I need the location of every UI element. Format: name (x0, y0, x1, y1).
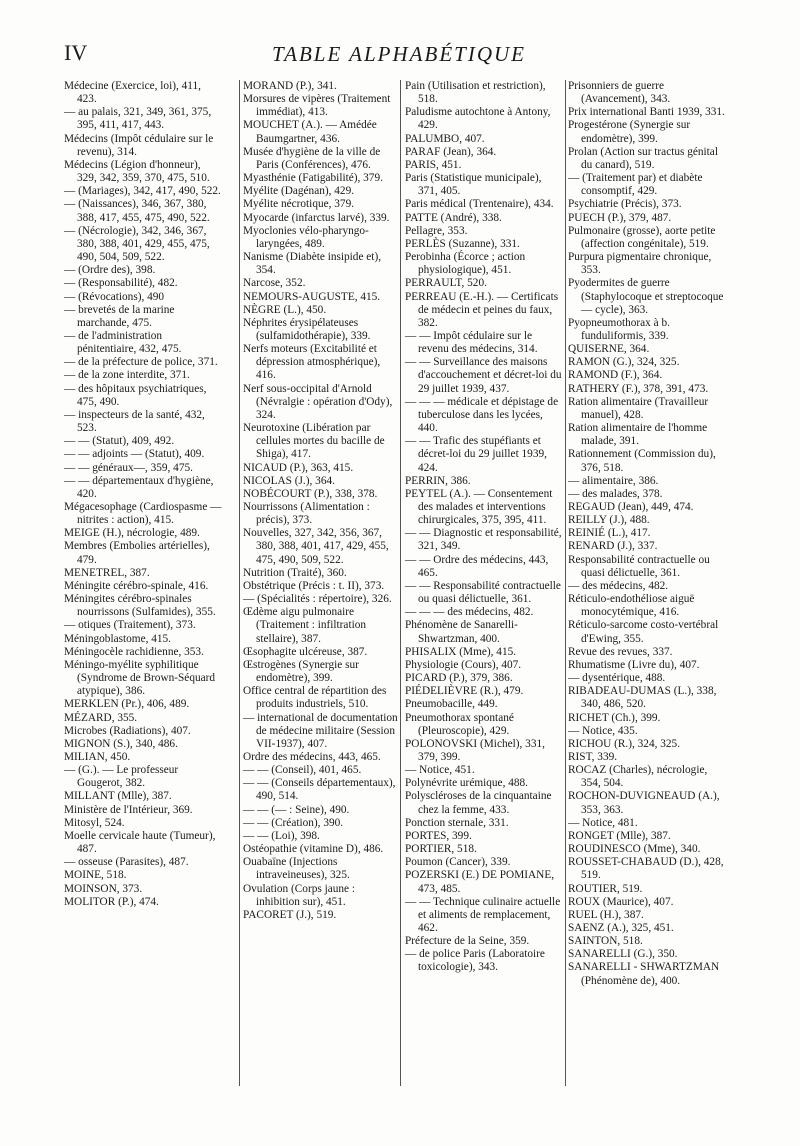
index-entry: PEYTEL (A.). — Consentement des malades et interventions chirurgicales, 375, 395, 411. (405, 487, 553, 527)
index-entry: Prisonniers de guerre (Avancement), 343. (568, 80, 671, 106)
index-entry: Mégacesophage (Cardiospasme — nitrites : action), 415. (64, 501, 222, 527)
column-divider (565, 80, 566, 1086)
index-entry: Pyopneumothorax à b. funduliformis, 339. (568, 316, 670, 342)
index-entry: Neurotoxine (Libération par cellules mortes du bacille de Shiga), 417. (243, 422, 385, 461)
index-entry: Paris (Statistique municipale), 371, 405. (405, 172, 542, 198)
index-entry: Nouvelles, 327, 342, 356, 367, 380, 388, 401, 417, 429, 455, 475, 490, 509, 522. (243, 527, 389, 566)
index-entry: Nourrissons (Alimentation : précis), 373. (243, 501, 370, 527)
index-entry: Office central de répartition des produits industriels, 510. (243, 685, 387, 711)
index-entry: PALUMBO, 407. (405, 132, 485, 145)
index-entry: Obstétrique (Précis : t. II), 373. (243, 579, 385, 592)
index-entry: Polynévrite urémique, 488. (405, 777, 528, 790)
index-entry: — de la préfecture de police, 371. (64, 356, 218, 369)
index-entry: MÉZARD, 355. (64, 711, 138, 724)
index-entry: Microbes (Radiations), 407. (64, 724, 191, 737)
index-entry: PORTES, 399. (405, 829, 472, 842)
index-entry: MILIAN, 450. (64, 750, 131, 763)
index-entry: — des malades, 378. (568, 487, 663, 500)
index-entry: Responsabilité contractuelle ou quasi délictuelle, 361. (568, 553, 710, 579)
index-entry: — — adjoints — (Statut), 409. (64, 448, 205, 461)
index-entry: Ordre des médecins, 443, 465. (243, 750, 381, 763)
index-entry: Nutrition (Traité), 360. (243, 566, 347, 579)
index-entry: PERREAU (E.-H.). — Certificats de médecin et peines du faux, 382. (405, 290, 559, 329)
index-entry: ROUSSET-CHABAUD (D.), 428, 519. (568, 856, 724, 882)
index-entry: — — Surveillance des maisons d'accouchement et décret-loi du 29 juillet 1939, 437. (405, 356, 562, 395)
index-entry: — de la zone interdite, 371. (64, 369, 190, 382)
index-entry: Méningite cérébro-spinale, 416. (64, 579, 209, 592)
index-entry: Myocarde (infarctus larvé), 339. (243, 211, 390, 224)
index-entry: SAENZ (A.), 325, 451. (568, 922, 674, 934)
index-entry: — — départementaux d'hygiène, 420. (64, 474, 214, 500)
index-column-1 (64, 80, 222, 909)
index-entry: — — — des médecins, 482. (405, 606, 534, 619)
index-entry: PHISALIX (Mme), 415. (405, 645, 517, 658)
index-entry: Médecins (Légion d'honneur), 329, 342, 359, 370, 475, 510. (64, 158, 210, 185)
column-divider (239, 80, 240, 1086)
index-entry: PERLÈS (Suzanne), 331. (405, 237, 520, 250)
index-entry: MOUCHET (A.). — Amédée Baumgartner, 436. (243, 119, 377, 145)
index-entry: Pneumobacille, 449. (405, 698, 498, 711)
index-entry: Méningo-myélite syphilitique (Syndrome de Brown-Séquard atypique), 386. (64, 658, 216, 698)
index-entry: REILLY (J.), 488. (568, 514, 650, 527)
index-entry: Méningites cérébro-spinales nourrissons (Sulfamides), 355. (64, 593, 216, 619)
index-entry: — Notice, 435. (568, 724, 638, 737)
index-entry: PACORET (J.), 519. (243, 908, 337, 921)
index-entry: REINIÉ (L.), 417. (568, 527, 651, 540)
index-entry: — (Ordre des), 398. (64, 264, 156, 277)
index-entry: MORAND (P.), 341. (243, 80, 337, 92)
index-entry: SANARELLI (G.), 350. (568, 948, 678, 961)
index-entry: Ration alimentaire (Travailleur manuel), 428. (568, 395, 709, 421)
index-entry: — — Technique culinaire actuelle et aliments de remplacement, 462. (405, 895, 561, 934)
index-entry: Myoclonies vélo-pharyngo-laryngées, 489. (243, 224, 369, 250)
index-entry: ROCHON-DUVIGNEAUD (A.), 353, 363. (568, 790, 720, 816)
index-entry: Narcose, 352. (243, 277, 306, 290)
index-entry: RIST, 339. (568, 750, 618, 763)
index-entry: — de l'administration pénitentiaire, 432, 475. (64, 329, 182, 356)
index-entry: Poumon (Cancer), 339. (405, 856, 511, 869)
index-entry: REGAUD (Jean), 449, 474. (568, 501, 694, 513)
index-entry: — international de documentation de médecine militaire (Session VII-1937), 407. (243, 711, 398, 750)
index-entry: Prolan (Action sur tractus génital du canard), 519. (568, 145, 718, 171)
index-entry: — — (Loi), 398. (243, 829, 320, 842)
index-entry: PERRAULT, 520. (405, 277, 487, 290)
index-entry: — (Traitement par) et diabète consomptif, 429. (568, 172, 703, 198)
index-entry: Membres (Embolies artérielles), 479. (64, 540, 210, 566)
index-entry: Physiologie (Cours), 407. (405, 658, 522, 671)
index-entry: — — (— : Seine), 490. (243, 803, 350, 816)
index-entry: — des médecins, 482. (568, 579, 669, 592)
index-entry: — (Spécialités : répertoire), 326. (243, 593, 392, 606)
index-entry: PATTE (André), 338. (405, 211, 502, 224)
page-title: TABLE ALPHABÉTIQUE (272, 42, 526, 66)
index-entry: Ponction sternale, 331. (405, 816, 509, 829)
index-entry: — osseuse (Parasites), 487. (64, 856, 189, 869)
index-entry: — Notice, 451. (405, 764, 475, 777)
index-entry: — — (Conseils départementaux), 490, 514. (243, 777, 396, 803)
index-entry: RICHOU (R.), 324, 325. (568, 737, 681, 750)
page-number: IV (64, 40, 88, 65)
index-entry: Phénomène de Sanarelli-Shwartzman, 400. (405, 619, 518, 645)
index-entry: Musée d'hygiène de la ville de Paris (Conférences), 476. (243, 145, 381, 171)
index-entry: Psychiatrie (Précis), 373. (568, 198, 682, 211)
index-entry: — — — médicale et dépistage de tuberculose dans les lycées, 440. (405, 395, 559, 435)
index-entry: NOBÉCOURT (P.), 338, 378. (243, 487, 378, 500)
index-entry: — alimentaire, 386. (568, 474, 659, 487)
index-entry: Prix international Banti 1939, 331. (568, 106, 725, 119)
index-entry: — — Impôt cédulaire sur le revenu des médecins, 314. (405, 329, 538, 356)
index-entry: Méningoblastome, 415. (64, 632, 171, 645)
index-entry: QUISERNE, 364. (568, 343, 650, 356)
index-entry: — — Diagnostic et responsabilité, 321, 349. (405, 527, 562, 553)
index-entry: — (Naissances), 346, 367, 380, 388, 417, 455, 475, 490, 522. (64, 198, 210, 224)
index-entry: MENETREL, 387. (64, 566, 150, 579)
page-header (64, 40, 734, 72)
index-entry: SAINTON, 518. (568, 935, 643, 948)
index-entry: Perobinha (Écorce ; action physiologique), 451. (405, 251, 526, 277)
index-entry: Myélite (Dagénan), 429. (243, 185, 355, 198)
index-entry: NÈGRE (L.), 450. (243, 303, 327, 316)
index-entry: POLONOVSKI (Michel), 331, 379, 399. (405, 737, 545, 763)
index-entry: PARAF (Jean), 364. (405, 145, 497, 158)
index-entry: PARIS, 451. (405, 158, 462, 171)
index-entry: PIÉDELIÈVRE (R.), 479. (405, 685, 524, 698)
index-entry: — — généraux—, 359, 475. (64, 461, 193, 474)
index-entry: Purpura pigmentaire chronique, 353. (568, 251, 712, 277)
index-entry: PERRIN, 386. (405, 474, 471, 487)
index-column-4 (568, 80, 726, 988)
index-entry: — Notice, 481. (568, 816, 638, 829)
index-entry: Progestérone (Synergie sur endomètre), 399. (568, 119, 691, 145)
index-entry: ROUDINESCO (Mme), 340. (568, 843, 701, 856)
index-entry: — (Mariages), 342, 417, 490, 522. (64, 185, 221, 198)
index-entry: Rhumatisme (Livre du), 407. (568, 658, 700, 671)
index-entry: SANARELLI - SHWARTZMAN (Phénomène de), 400. (568, 961, 720, 987)
index-entry: NEMOURS-AUGUSTE, 415. (243, 290, 381, 303)
index-entry: Revue des revues, 337. (568, 645, 673, 658)
index-entry: MIGNON (S.), 340, 486. (64, 737, 178, 750)
index-entry: Polyscléroses de la cinquantaine chez la femme, 433. (405, 790, 552, 816)
index-entry: — inspecteurs de la santé, 432, 523. (64, 408, 205, 435)
index-entry: Œdème aigu pulmonaire (Traitement : infiltration stellaire), 387. (243, 606, 367, 645)
column-divider (400, 80, 401, 1086)
index-entry: PORTIER, 518. (405, 843, 477, 856)
index-entry: Néphrites érysipélateuses (sulfamidothérapie), 339. (243, 316, 371, 342)
index-entry: Paris médical (Trentenaire), 434. (405, 198, 554, 211)
index-entry: Pulmonaire (grosse), aorte petite (affection congénitale), 519. (568, 224, 716, 250)
index-entry: ROCAZ (Charles), nécrologie, 354, 504. (568, 764, 708, 790)
index-entry: Pneumothorax spontané (Pleuroscopie), 429. (405, 711, 514, 737)
index-entry: — des hôpitaux psychiatriques, 475, 490. (64, 382, 207, 408)
index-entry: Ostéopathie (vitamine D), 486. (243, 843, 384, 856)
index-entry: MILLANT (Mlle), 387. (64, 790, 172, 803)
index-entry: Réticulo-endothéliose aiguë monocytémique, 416. (568, 593, 695, 619)
index-entry: Myasthénie (Fatigabilité), 379. (243, 172, 383, 185)
index-entry: Myélite nécrotique, 379. (243, 198, 355, 211)
index-entry: — otiques (Traitement), 373. (64, 619, 196, 632)
index-entry: MOINE, 518. (64, 869, 127, 882)
index-entry: — dysentérique, 488. (568, 672, 666, 685)
index-entry: NICAUD (P.), 363, 415. (243, 461, 354, 474)
index-entry: — au palais, 321, 349, 361, 375, 395, 411, 417, 443. (64, 106, 212, 132)
index-entry: Préfecture de la Seine, 359. (405, 935, 530, 948)
index-entry: Pyodermites de guerre (Staphylocoque et streptocoque — cycle), 363. (568, 277, 724, 316)
index-entry: Ration alimentaire de l'homme malade, 391. (568, 422, 708, 448)
index-entry: ROUX (Maurice), 407. (568, 895, 674, 908)
index-entry: NICOLAS (J.), 364. (243, 474, 335, 487)
index-entry: Médecins (Impôt cédulaire sur le revenu), 314. (64, 132, 214, 158)
index-entry: Moelle cervicale haute (Tumeur), 487. (64, 829, 216, 856)
index-entry: MEIGE (H.), nécrologie, 489. (64, 527, 200, 540)
index-entry: Ministère de l'Intérieur, 369. (64, 803, 193, 816)
index-column-2 (243, 80, 401, 922)
index-entry: Ovulation (Corps jaune : inhibition sur), 451. (243, 882, 356, 908)
index-entry: — (Révocations), 490 (64, 290, 165, 303)
index-entry: — — (Statut), 409, 492. (64, 435, 175, 448)
index-entry: PUECH (P.), 379, 487. (568, 211, 672, 224)
index-entry: RAMOND (F.), 364. (568, 369, 663, 382)
index-entry: Méningocèle rachidienne, 353. (64, 645, 204, 658)
index-entry: Œstrogènes (Synergie sur endomètre), 399. (243, 658, 359, 685)
index-entry: Morsures de vipères (Traitement immédiat), 413. (243, 93, 391, 119)
index-entry: MOLITOR (P.), 474. (64, 895, 159, 908)
index-entry: Réticulo-sarcome costo-vertébral d'Ewing, 355. (568, 619, 719, 645)
index-entry: RENARD (J.), 337. (568, 540, 658, 553)
index-entry: Nanisme (Diabète insipide et), 354. (243, 251, 382, 277)
index-entry: RAMON (G.), 324, 325. (568, 356, 680, 369)
index-entry: PICARD (P.), 379, 386. (405, 672, 513, 685)
index-entry: — de police Paris (Laboratoire toxicologie), 343. (405, 948, 545, 974)
index-entry: RONGET (Mlle), 387. (568, 829, 671, 842)
index-entry: Ouabaïne (Injections intraveineuses), 325. (243, 856, 350, 882)
index-entry: RICHET (Ch.), 399. (568, 711, 661, 724)
index-entry: MERKLEN (Pr.), 406, 489. (64, 698, 190, 711)
index-entry: RIBADEAU-DUMAS (L.), 338, 340, 486, 520. (568, 685, 717, 711)
index-entry: — — Trafic des stupéfiants et décret-loi du 29 juillet 1939, 424. (405, 435, 547, 474)
index-entry: POZERSKI (E.) DE POMIANE, 473, 485. (405, 869, 555, 895)
index-entry: — — Ordre des médecins, 443, 465. (405, 553, 549, 579)
index-entry: Nerf sous-occipital d'Arnold (Névralgie : opération d'Ody), 324. (243, 382, 393, 421)
index-entry: MOINSON, 373. (64, 882, 143, 895)
index-entry: — (G.). — Le professeur Gougerot, 382. (64, 764, 179, 790)
index-entry: Pellagre, 353. (405, 224, 468, 237)
index-entry: RATHERY (F.), 378, 391, 473. (568, 382, 709, 395)
index-entry: — (Responsabilité), 482. (64, 277, 178, 290)
index-entry: Rationnement (Commission du), 376, 518. (568, 448, 716, 474)
index-entry: RUEL (H.), 387. (568, 908, 644, 921)
index-entry: — — (Création), 390. (243, 816, 344, 829)
index-entry: Pain (Utilisation et restriction), 518. (405, 80, 546, 106)
index-entry: — brevetés de la marine marchande, 475. (64, 303, 175, 329)
index-entry: Nerfs moteurs (Excitabilité et dépression atmosphérique), 416. (243, 343, 381, 382)
index-entry: Médecine (Exercice, loi), 411, 423. (64, 80, 201, 106)
index-entry: ROUTIER, 519. (568, 882, 643, 895)
index-entry: Œsophagite ulcéreuse, 387. (243, 645, 368, 658)
index-entry: Paludisme autochtone à Antony, 429. (405, 106, 551, 132)
index-entry: — (Nécrologie), 342, 346, 367, 380, 388, 401, 429, 455, 475, 490, 504, 509, 522. (64, 224, 210, 264)
index-entry: — — (Conseil), 401, 465. (243, 764, 362, 777)
index-column-3 (405, 80, 563, 975)
index-entry: — — Responsabilité contractuelle ou quasi délictuelle, 361. (405, 579, 561, 606)
index-entry: Mitosyl, 524. (64, 816, 125, 829)
